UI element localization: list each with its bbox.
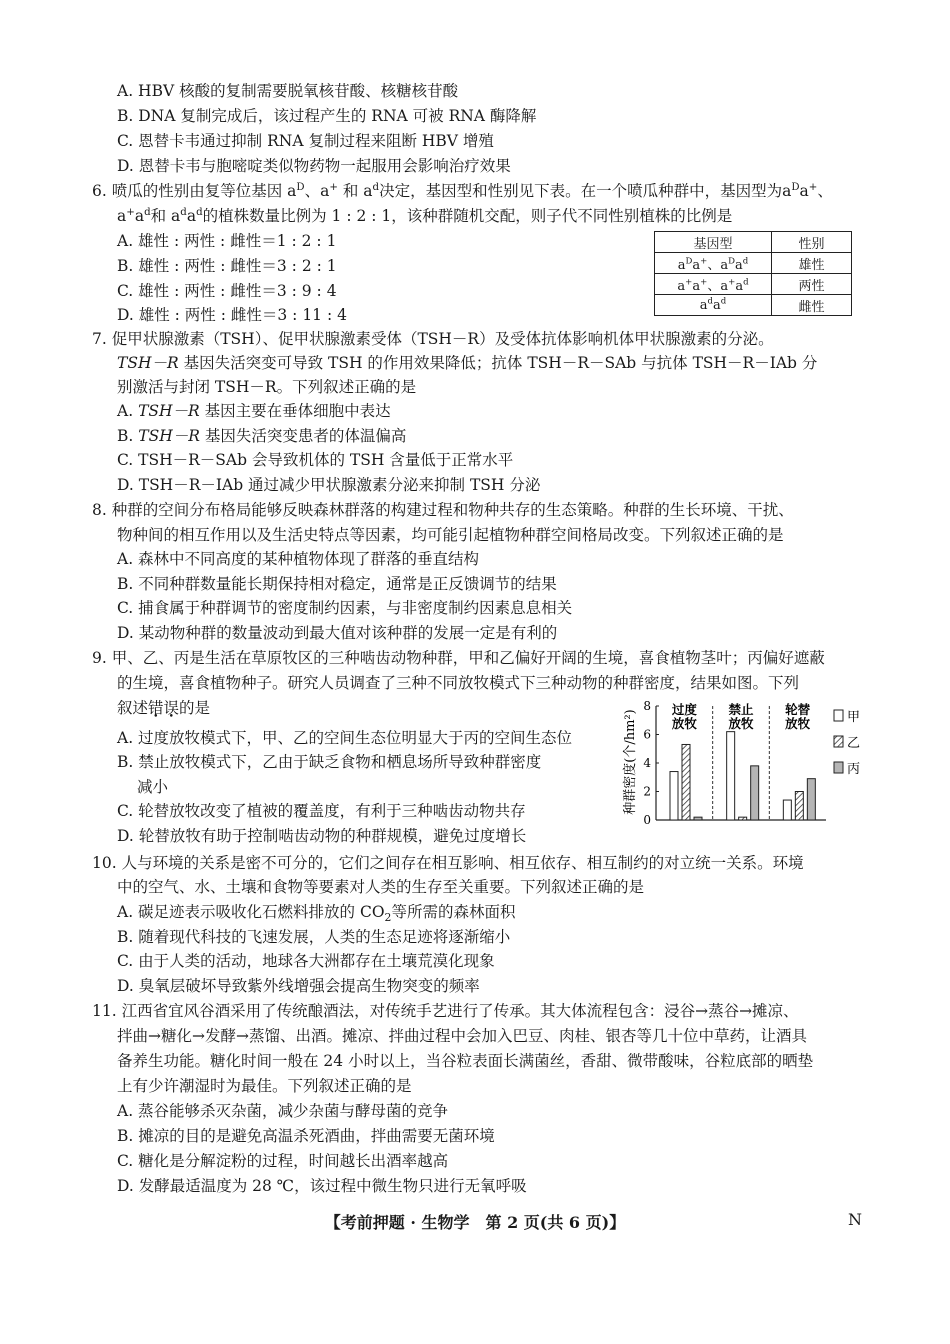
y-axis-label: 种群密度(个/hm²) [623,709,638,815]
legend-swatch [834,736,843,747]
q10-option-c: C. 由于人类的活动，地球各大洲都存在土壤荒漠化现象 [117,952,495,970]
q7-stem-line3: 别激活与封闭 TSH－R。下列叙述正确的是 [117,378,417,396]
legend-swatch [834,710,843,721]
q8-option-b: B. 不同种群数量能长期保持相对稳定，通常是正反馈调节的结果 [117,575,557,593]
q9-stem-line1: 9. 甲、乙、丙是生活在草原牧区的三种啮齿动物种群，甲和乙偏好开阔的生境，喜食植物茎叶；丙偏好遮蔽 [92,649,825,667]
y-tick-label: 2 [643,784,651,799]
population-density-chart [618,700,870,832]
q7-option-a: A. TSH－R 基因主要在垂体细胞中表达 [117,402,391,420]
q8-option-d: D. 某动物种群的数量波动到最大值对该种群的发展一定是有利的 [117,624,558,642]
q7-option-c: C. TSH－R－SAb 会导致机体的 TSH 含量低于正常水平 [117,451,514,469]
q7-option-b: B. TSH－R 基因失活突变患者的体温偏高 [117,427,407,445]
q5-option-d: D. 恩替卡韦与胞嘧啶类似物药物一起服用会影响治疗效果 [117,157,511,175]
q5-option-b: B. DNA 复制完成后，该过程产生的 RNA 可被 RNA 酶降解 [117,107,537,125]
legend-label: 丙 [847,762,861,777]
q6-option-d: D. 雄性 : 两性 : 雌性＝3 : 11 : 4 [117,306,347,324]
q10-stem-line2: 中的空气、水、土壤和食物等要素对人类的生存至关重要。下列叙述正确的是 [117,878,645,896]
table-row [655,295,852,316]
q9-stem-line3: 叙述错误的是 [117,699,211,717]
legend-label: 甲 [847,710,861,725]
q6-option-a: A. 雄性 : 两性 : 雌性＝1 : 2 : 1 [117,232,337,250]
q8-option-c: C. 捕食属于种群调节的密度制约因素，与非密度制约因素息息相关 [117,599,573,617]
bar-甲 [670,772,678,820]
q9-option-b-cont: 减小 [137,778,169,796]
category-label: 放牧 [785,716,811,731]
table-header-genotype: 基因型 [655,232,772,253]
q6-option-c: C. 雄性 : 两性 : 雌性＝3 : 9 : 4 [117,282,337,300]
y-tick-label: 0 [643,813,651,827]
bar-甲 [727,732,735,820]
bar-丙 [694,817,702,820]
legend-label: 乙 [847,736,861,751]
category-label: 轮替 [785,702,811,717]
corner-mark: N [848,1210,862,1229]
y-tick-label: 6 [643,727,651,742]
q9-option-c: C. 轮替放牧改变了植被的覆盖度，有利于三种啮齿动物共存 [117,802,526,820]
q9-stem-line2: 的生境，喜食植物种子。研究人员调查了三种不同放牧模式下三种动物的种群密度，结果如图。下列 [117,674,800,692]
q6-stem-line2: $a^+a^d$和 $a^da^d$的植株数量比例为 1 : 2 : 1，该种群随机交配，则子代不同性别植株的比例是 [117,206,733,225]
table-cell-genotype: $a^Da^+$、$a^Da^d$ [655,253,772,274]
table-row [655,253,852,274]
q8-stem-line2: 物种间的相互作用以及生活史特点等因素，均可能引起植物种群空间格局改变。下列叙述正确的是 [117,526,784,544]
y-tick-label: 4 [643,756,651,770]
q10-option-a: A. 碳足迹表示吸收化石燃料排放的 $CO_2$等所需的森林面积 [117,903,516,925]
table-cell-sex: 两性 [772,274,852,295]
table-cell-genotype: a+a+、$a^+a^d$ [655,274,772,295]
page-footer: 【考前押题 · 生物学 第 2 页(共 6 页)】 [324,1213,626,1232]
bar-乙 [795,792,803,821]
q11-option-a: A. 蒸谷能够杀灭杂菌，减少杂菌与酵母菌的竞争 [117,1102,449,1120]
table-row [655,274,852,295]
category-label: 过度 [671,702,697,717]
q8-stem-line1: 8. 种群的空间分布格局能够反映森林群落的构建过程和物种共存的生态策略。种群的生长环境、干扰、 [92,501,794,519]
q11-stem-line1: 11. 江西省宜风谷酒采用了传统酿酒法，对传统手艺进行了传承。其大体流程包含：浸谷→蒸谷→摊凉、 [92,1002,799,1020]
q11-option-c: C. 糖化是分解淀粉的过程，时间越长出酒率越高 [117,1152,449,1170]
legend-swatch [834,762,843,773]
q8-option-a: A. 森林中不同高度的某种植物体现了群落的垂直结构 [117,550,480,568]
bar-乙 [739,817,747,820]
bar-丙 [751,766,759,820]
q9-option-d: D. 轮替放牧有助于控制啮齿动物的种群规模，避免过度增长 [117,827,527,845]
q11-stem-line4: 上有少许潮湿时为最佳。下列叙述正确的是 [117,1077,412,1095]
q10-option-b: B. 随着现代科技的飞速发展，人类的生态足迹将逐渐缩小 [117,928,511,946]
q9-option-a: A. 过度放牧模式下，甲、乙的空间生态位明显大于丙的空间生态位 [117,729,573,747]
table-header-row [655,232,852,253]
q9-option-b: B. 禁止放牧模式下，乙由于缺乏食物和栖息场所导致种群密度 [117,753,542,771]
table-cell-sex: 雄性 [772,253,852,274]
q10-option-d: D. 臭氧层破坏导致紫外线增强会提高生物突变的频率 [117,977,480,995]
bar-乙 [682,744,690,820]
table-header-sex: 性别 [772,232,852,253]
y-tick-label: 8 [643,700,651,713]
q7-stem-line2: TSH－R 基因失活突变可导致 TSH 的作用效果降低；抗体 TSH－R－SAb 与抗体 TSH－R－IAb 分 [117,354,818,372]
table-cell-sex: 雌性 [772,295,852,316]
q11-stem-line2: 拌曲→糖化→发酵→蒸馏、出酒。摊凉、拌曲过程中会加入巴豆、肉桂、银杏等几十位中草药，让酒具 [117,1027,807,1045]
q10-stem-line1: 10. 人与环境的关系是密不可分的，它们之间存在相互影响、相互依存、相互制约的对立统一关系。环境 [92,854,804,872]
q5-option-c: C. 恩替卡韦通过抑制 RNA 复制过程来阻断 HBV 增殖 [117,132,494,150]
table-cell-genotype: $a^da^d$ [655,295,772,316]
q7-stem-line1: 7. 促甲状腺激素（TSH）、促甲状腺激素受体（TSH－R）及受体抗体影响机体甲状腺激素的分泌。 [92,330,774,348]
q11-option-b: B. 摊凉的目的是避免高温杀死酒曲，拌曲需要无菌环境 [117,1127,495,1145]
q11-option-d: D. 发酵最适温度为 28 ℃，该过程中微生物只进行无氧呼吸 [117,1177,527,1195]
q6-stem-line1: 6. 喷瓜的性别由复等位基因 $a^D$、a+ 和 $a^d$决定，基因型和性别见下表。在一个喷瓜种群中，基因型为$a^Da^+$、 [92,181,833,200]
category-label: 放牧 [671,716,697,731]
q5-option-a: A. HBV 核酸的复制需要脱氧核苷酸、核糖核苷酸 [117,82,459,100]
bar-甲 [783,800,791,820]
category-label: 放牧 [728,716,754,731]
q11-stem-line3: 备养生功能。糖化时间一般在 24 小时以上，当谷粒表面长满菌丝，香甜、微带酸味，谷粒底部的晒垫 [117,1052,814,1070]
category-label: 禁止 [728,702,754,717]
q7-option-d: D. TSH－R－IAb 通过减少甲状腺激素分泌来抑制 TSH 分泌 [117,476,541,494]
genotype-table [654,231,852,316]
q6-option-b: B. 雄性 : 两性 : 雌性＝3 : 2 : 1 [117,257,337,275]
bar-丙 [807,779,815,820]
